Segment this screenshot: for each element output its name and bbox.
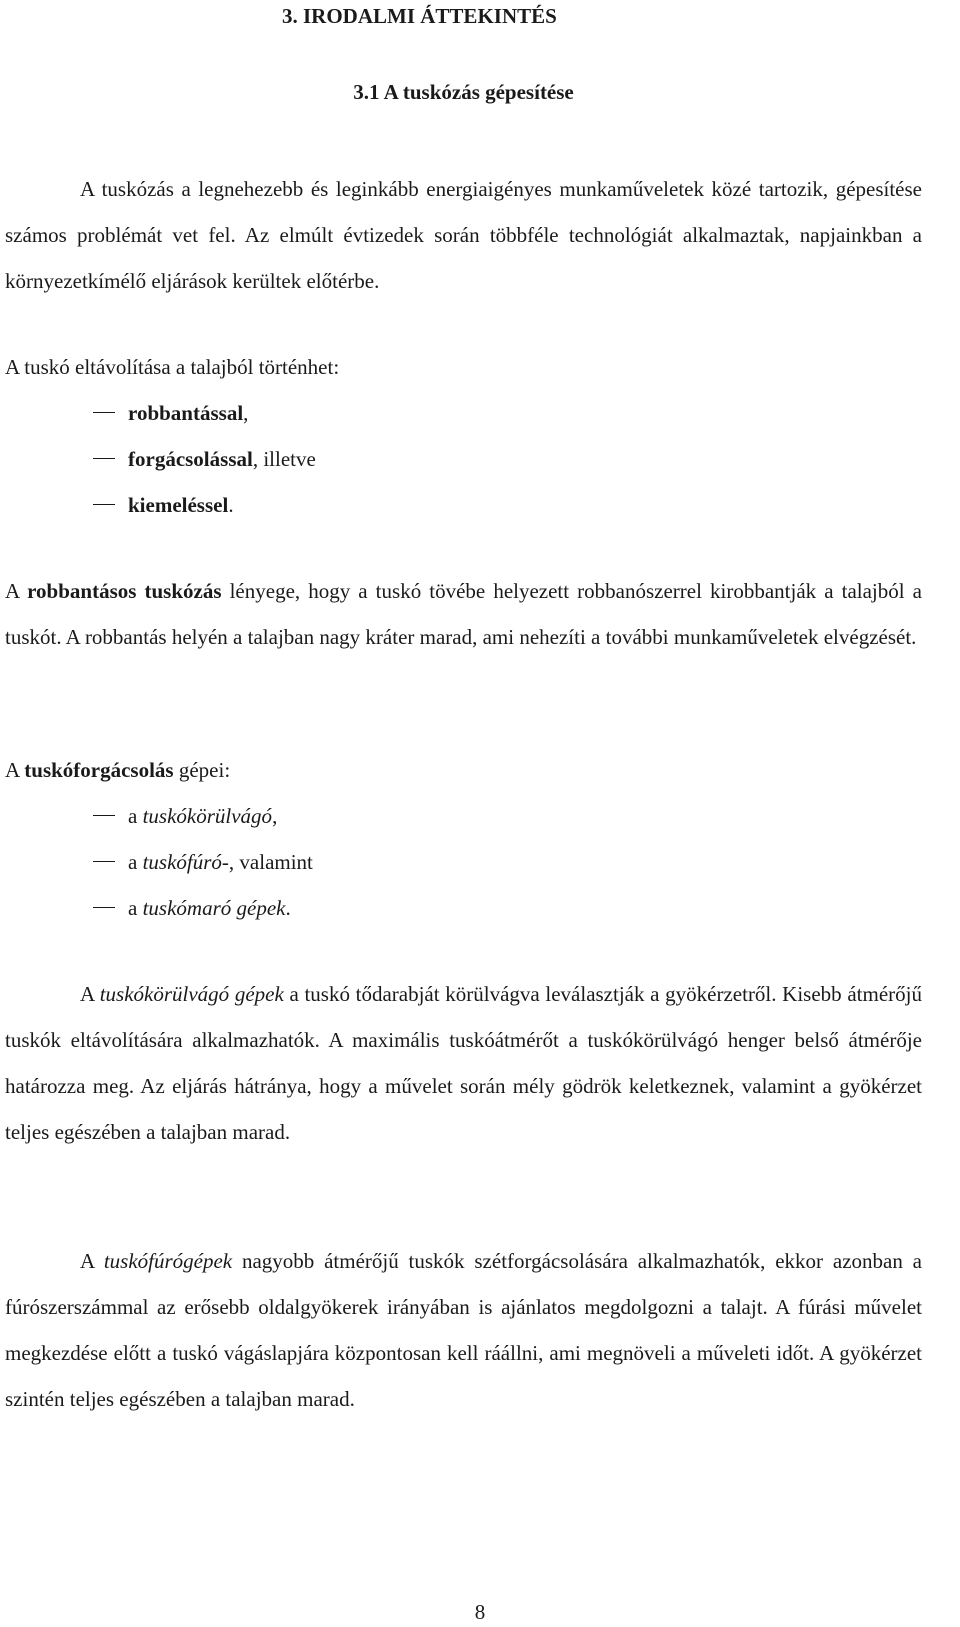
removal-intro: A tuskó eltávolítása a talajból történhet: [5,355,340,379]
list-item: kiemeléssel. [5,482,922,528]
list-item: forgácsolással, illetve [5,436,922,482]
dash-bullet [93,861,115,862]
paragraph-blasting: A robbantásos tuskózás lényege, hogy a tuskó tövébe helyezett robbanószerrel kirobbantják a talajból a tuskót. A robbantás helyén a talajban nagy kráter marad, ami nehezíti a további munkaműveletek elvégzését. [5,579,923,649]
paragraph-intro: A tuskózás a legnehezebb és leginkább energiaigényes munkaműveletek közé tartozik, gépesítése számos problémát vet fel. Az elmúlt évtizedek során többféle technológiát alkalmaztak, napjainkban a környezetkímélő eljárások kerültek előtérbe. [5,177,922,293]
section-title: 3.1 A tuskózás gépesítése [353,80,574,104]
list-item: a tuskómaró gépek. [5,885,922,931]
dash-bullet [93,815,115,816]
list-item: a tuskófúró-, valamint [5,839,922,885]
dash-bullet [93,458,115,459]
milling-intro: A tuskóforgácsolás gépei: [5,758,231,782]
milling-machines-list [5,793,922,931]
dash-bullet [93,907,115,908]
removal-methods-list [5,390,922,528]
dash-bullet [93,504,115,505]
dash-bullet [93,412,115,413]
paragraph-ring-cutter: A tuskókörülvágó gépek a tuskó tődarabját körülvágva leválasztják a gyökérzetről. Kisebb átmérőjű tuskók eltávolítására alkalmazhatók. A maximális tuskóátmérőt a tuskókörülvágó henger belső átmérője határozza meg. Az eljárás hátránya, hogy a művelet során mély gödrök keletkeznek, valamint a gyökérzet teljes egészében a talajban marad. [5,982,922,1144]
chapter-title: 3. IRODALMI ÁTTEKINTÉS [282,4,557,28]
list-item: robbantással, [5,390,922,436]
page-number: 8 [474,1600,486,1624]
paragraph-drilling: A tuskófúrógépek nagyobb átmérőjű tuskók szétforgácsolására alkalmazhatók, ekkor azonban a fúrószerszámmal az erősebb oldalgyökerek irányában is ajánlatos megdolgozni a talajt. A fúrási művelet megkezdése előtt a tuskó vágáslapjára központosan kell ráállni, ami megnöveli a műveleti időt. A gyökérzet szintén teljes egészében a talajban marad. [5,1249,922,1411]
list-item: a tuskókörülvágó, [5,793,922,839]
